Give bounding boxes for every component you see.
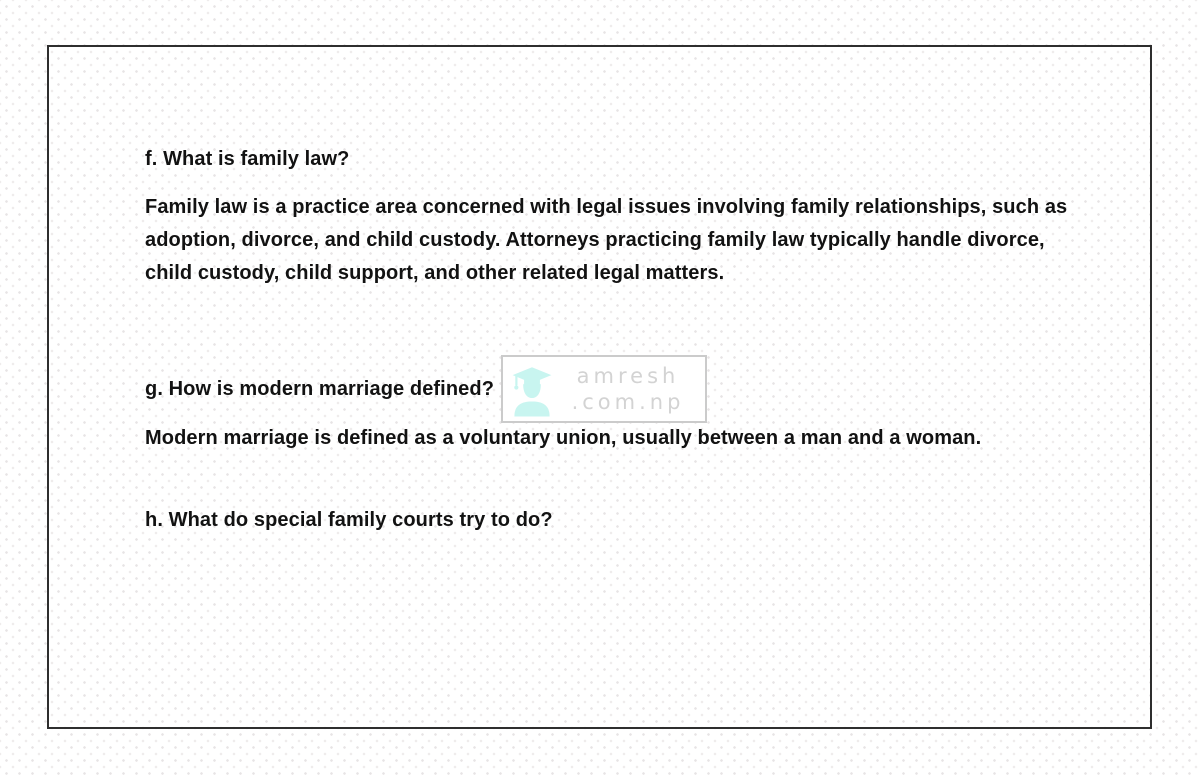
answer-f-line-2: adoption, divorce, and child custody. Attorneys practicing family law typically handle divorce, [145, 229, 1045, 251]
answer-g: Modern marriage is defined as a voluntary union, usually between a man and a woman. [145, 427, 982, 449]
question-g: g. How is modern marriage defined? [145, 378, 495, 400]
watermark-box [501, 355, 707, 423]
watermark-line-2: .com.np [571, 390, 685, 414]
watermark-line-1: amresh [576, 364, 680, 388]
answer-f-line-1: Family law is a practice area concerned with legal issues involving family relationships, such as [145, 196, 1068, 218]
answer-f-line-3: child custody, child support, and other related legal matters. [145, 262, 725, 284]
answer-f [145, 191, 1067, 290]
watermark-text [555, 363, 701, 415]
document-page [47, 45, 1152, 729]
graduate-person-icon [509, 361, 555, 417]
question-h: h. What do special family courts try to do? [145, 509, 553, 531]
question-f: f. What is family law? [145, 148, 350, 170]
